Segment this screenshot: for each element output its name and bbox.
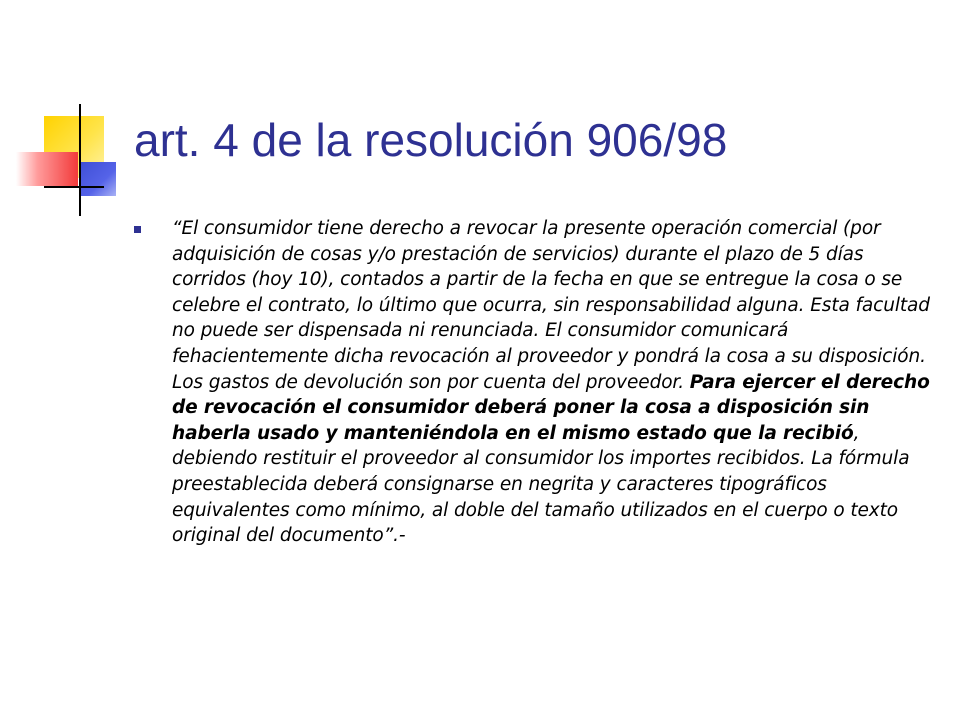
quote-text-bold: Para ejercer el derecho de revocación el consumidor deberá poner la cosa a disposición sin haberla usado y manteniéndola en el mismo estado que la recibió — [172, 371, 930, 444]
decorative-squares-logo — [0, 0, 140, 230]
bullet-square-icon — [134, 226, 141, 233]
blue-square — [80, 162, 116, 196]
quote-text-regular: “El consumidor tiene derecho a revocar la presente operación comercial (por adquisición de cosas y/o prestación de servicios) durante el plazo de 5 días corridos (hoy 10), contados a partir de la fecha en que se entregue la cosa o se celebre el contrato, lo último que ocurra, sin responsabilidad alguna. Esta facultad no puede ser dispensada ni renunciada. El consumidor comunicará fehacientemente dicha revocación al proveedor y pondrá la cosa a su disposición. Los gastos de devolución son por cuenta del proveedor. — [172, 218, 930, 393]
horizontal-rule — [44, 186, 104, 188]
quote-text — [172, 216, 932, 549]
vertical-rule — [79, 104, 81, 216]
slide-title: art. 4 de la resolución 906/98 — [134, 114, 728, 166]
quote-text-regular-end: , debiendo restituir el proveedor al consumidor los importes recibidos. La fórmula preestablecida deberá consignarse en negrita y caracteres tipográficos equivalentes como mínimo, al doble del tamaño utilizados en el cuerpo o texto original del documento”.- — [172, 422, 910, 547]
red-square — [16, 152, 78, 186]
